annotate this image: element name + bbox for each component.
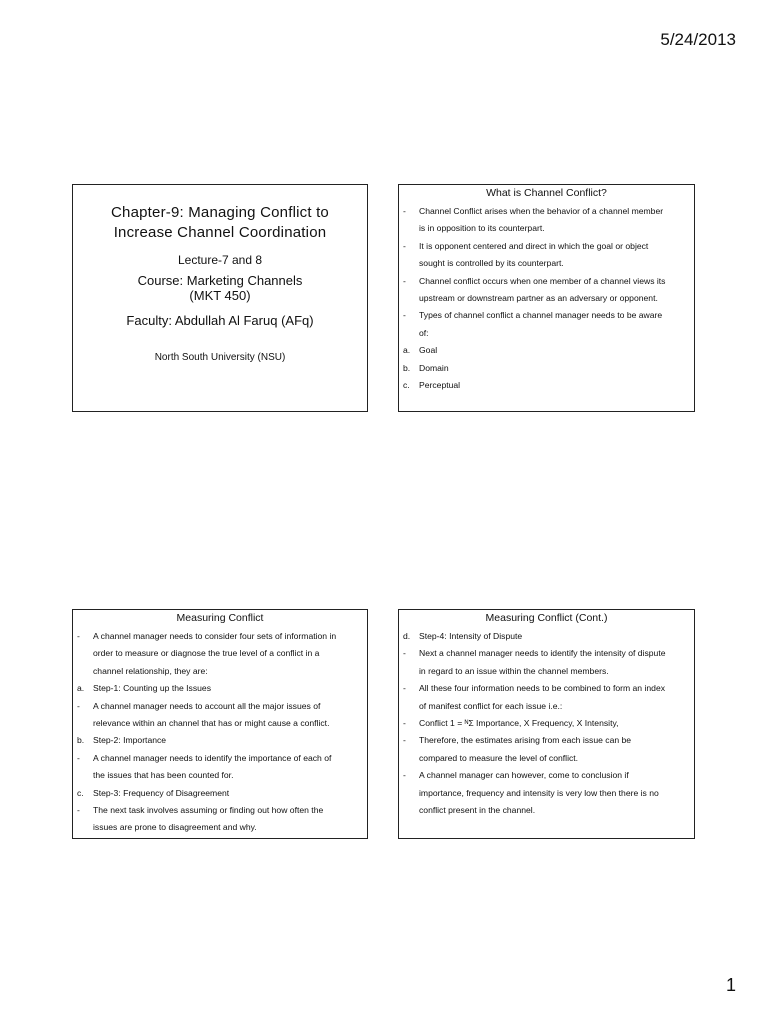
bullet-marker: b. (403, 362, 411, 373)
bullet-item (403, 680, 688, 697)
bullet-text: Conflict 1 = ᴺΣ Importance, X Frequency, X Intensity, (419, 718, 619, 729)
bullet-text: A channel manager can however, come to conclusion if (419, 770, 629, 781)
bullet-text: Next a channel manager needs to identify the intensity of dispute (419, 648, 666, 659)
bullet-item (77, 698, 361, 715)
bullet-item (403, 767, 688, 784)
bullet-item (403, 273, 688, 290)
bullet-marker (77, 645, 93, 662)
bullet-marker: a. (403, 345, 411, 356)
bullet-item (77, 628, 361, 645)
bullet-marker: - (403, 206, 406, 216)
bullet-text: the issues that has been counted for. (93, 770, 234, 781)
bullet-marker: - (403, 310, 406, 321)
bullet-text: Step-2: Importance (93, 735, 167, 746)
print-date: 5/24/2013 (660, 30, 736, 49)
bullet-item (77, 732, 361, 749)
bullet-marker (403, 750, 419, 767)
bullet-marker: - (77, 631, 80, 641)
bullet-item (403, 325, 688, 342)
bullet-text: A channel manager needs to consider four sets of information in (93, 631, 337, 641)
slide-heading: Measuring Conflict (Cont.) (485, 612, 608, 624)
bullet-text: compared to measure the level of conflict. (419, 752, 579, 763)
bullet-text: It is opponent centered and direct in which the goal or object (419, 240, 649, 251)
bullet-marker (77, 715, 93, 732)
bullet-marker: - (403, 735, 406, 746)
bullet-marker: b. (77, 735, 85, 746)
bullet-item (403, 377, 688, 394)
university-label: North South University (NSU) (154, 352, 286, 363)
bullet-item (403, 290, 688, 307)
bullet-text: Goal (419, 345, 438, 356)
bullet-item (403, 360, 688, 377)
bullet-marker (403, 698, 419, 715)
bullet-text: upstream or downstream partner as an adversary or opponent. (419, 293, 658, 304)
slide-measuring-conflict (72, 609, 368, 839)
bullet-marker (403, 802, 419, 819)
bullet-item (403, 342, 688, 359)
bullet-list (73, 628, 367, 837)
bullet-text: Step-4: Intensity of Dispute (419, 631, 523, 641)
bullet-text: order to measure or diagnose the true level of a conflict in a (93, 648, 320, 659)
page-number: 1 (725, 975, 736, 995)
bullet-marker: - (403, 683, 406, 694)
bullet-marker: c. (77, 787, 84, 798)
bullet-text: Perceptual (419, 380, 461, 391)
bullet-item (403, 715, 688, 732)
bullet-text: Types of channel conflict a channel manager needs to be aware (419, 310, 663, 321)
bullet-marker (403, 325, 419, 342)
bullet-marker: - (403, 648, 406, 659)
bullet-item (77, 819, 361, 836)
bullet-item (77, 767, 361, 784)
bullet-marker: - (403, 275, 406, 286)
slide-measuring-conflict-cont (398, 609, 695, 839)
course-line-2: (MKT 450) (189, 288, 251, 303)
bullet-text: The next task involves assuming or finding out how often the (93, 805, 324, 816)
slide-title (72, 184, 368, 412)
chapter-title-line-1: Chapter-9: Managing Conflict to (111, 204, 329, 221)
bullet-list (399, 628, 694, 819)
bullet-text: issues are prone to disagreement and why. (93, 822, 257, 833)
bullet-marker: - (403, 770, 406, 781)
slide-heading: Measuring Conflict (176, 612, 264, 624)
bullet-text: Step-3: Frequency of Disagreement (93, 787, 230, 798)
bullet-marker: d. (403, 631, 411, 641)
course-label (73, 273, 367, 303)
bullet-text: is in opposition to its counterpart. (419, 223, 545, 234)
bullet-item (77, 663, 361, 680)
bullet-marker: - (403, 718, 406, 729)
bullet-text: Therefore, the estimates arising from each issue can be (419, 735, 632, 746)
bullet-marker: - (77, 700, 80, 711)
bullet-marker (403, 663, 419, 680)
chapter-title (81, 203, 359, 243)
slide-channel-conflict (398, 184, 695, 412)
bullet-item (403, 698, 688, 715)
faculty-label: Faculty: Abdullah Al Faruq (AFq) (126, 313, 314, 328)
bullet-item (77, 715, 361, 732)
bullet-text: of manifest conflict for each issue i.e.: (419, 700, 563, 711)
bullet-text: A channel manager needs to account all the major issues of (93, 700, 321, 711)
bullet-item (77, 750, 361, 767)
bullet-text: Channel conflict occurs when one member of a channel views its (419, 275, 666, 286)
lecture-label: Lecture-7 and 8 (177, 253, 263, 267)
bullet-text: conflict present in the channel. (419, 805, 536, 816)
course-line-1: Course: Marketing Channels (137, 273, 303, 288)
bullet-marker (403, 290, 419, 307)
bullet-item (403, 663, 688, 680)
bullet-text: A channel manager needs to identify the importance of each of (93, 752, 332, 763)
bullet-item (403, 307, 688, 324)
bullet-marker: - (403, 240, 406, 251)
bullet-item (403, 645, 688, 662)
bullet-text: of: (419, 327, 429, 338)
bullet-item (403, 255, 688, 272)
bullet-item (403, 203, 688, 220)
bullet-text: relevance within an channel that has or might cause a conflict. (93, 718, 330, 729)
bullet-marker: c. (403, 380, 410, 391)
bullet-item (403, 732, 688, 749)
bullet-text: Channel Conflict arises when the behavior of a channel member (419, 206, 664, 216)
bullet-marker: a. (77, 683, 85, 694)
bullet-text: sought is controlled by its counterpart. (419, 258, 564, 269)
slide-heading: What is Channel Conflict? (486, 187, 607, 199)
bullet-item (403, 628, 688, 645)
bullet-text: channel relationship, they are: (93, 665, 208, 676)
bullet-marker (77, 819, 93, 836)
bullet-text: All these four information needs to be combined to form an index (419, 683, 666, 694)
bullet-text: in regard to an issue within the channel members. (419, 665, 609, 676)
bullet-text: Step-1: Counting up the Issues (93, 683, 212, 694)
bullet-marker: - (77, 805, 80, 816)
bullet-item (77, 645, 361, 662)
bullet-marker (77, 663, 93, 680)
bullet-marker (403, 220, 419, 237)
bullet-item (403, 238, 688, 255)
bullet-item (77, 680, 361, 697)
bullet-item (403, 220, 688, 237)
bullet-list (399, 203, 694, 394)
bullet-item (77, 802, 361, 819)
bullet-text: Domain (419, 362, 449, 373)
chapter-title-line-2: Increase Channel Coordination (113, 224, 327, 241)
bullet-marker (403, 255, 419, 272)
bullet-item (403, 750, 688, 767)
bullet-marker: - (77, 752, 80, 763)
bullet-item (403, 802, 688, 819)
bullet-text: importance, frequency and intensity is very low then there is no (419, 787, 659, 798)
bullet-item (403, 785, 688, 802)
bullet-item (77, 785, 361, 802)
bullet-marker (77, 767, 93, 784)
bullet-marker (403, 785, 419, 802)
